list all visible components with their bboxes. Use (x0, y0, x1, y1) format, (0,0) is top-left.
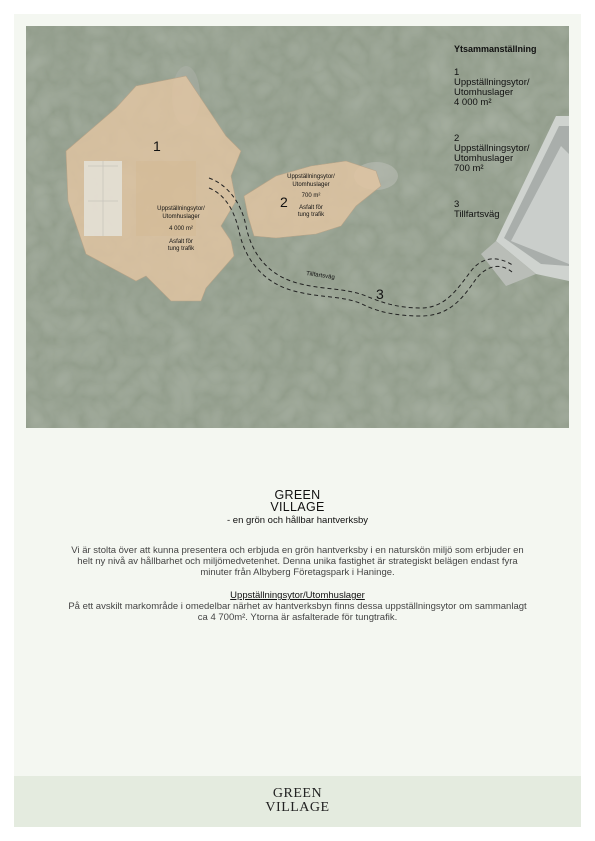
zone-1-label-line: Asfalt för (169, 238, 193, 245)
legend-item (454, 200, 566, 220)
footer-logo-line-1: GREEN (272, 786, 323, 801)
zone-2-label-line: tung trafik (297, 212, 325, 218)
intro-paragraph: Vi är stolta över att kunna presentera och erbjuda en grön hantverksby i en naturskön miljö som erbjuder en helt ny nivå av hållbarhet och miljömedvetenhet. Denna unika fastighet är strategiskt belägen endast fyra minuter från Albyberg Företagspark i Haninge. (71, 545, 524, 578)
legend-item (454, 68, 566, 108)
zone-1-label-line: Utomhuslager (162, 213, 200, 220)
zone-1-label-line: tung trafik (167, 246, 195, 252)
legend-item-area: 700 m² (454, 163, 484, 174)
legend-item-number: 3 (454, 199, 460, 210)
zone-1-label-line: Uppställningsytor/ (157, 206, 205, 212)
legend-item-number: 2 (454, 133, 460, 144)
zone-2-label (271, 174, 351, 220)
road-number: 3 (376, 286, 384, 302)
legend-item-number: 1 (454, 67, 460, 78)
footer-logo (14, 776, 581, 815)
title-line-1: GREEN (274, 488, 321, 502)
zone-1-label (141, 206, 221, 254)
zone-1-number: 1 (153, 138, 161, 154)
title-line-2: VILLAGE (270, 500, 325, 514)
zone-2-area-value: 700 m² (301, 193, 321, 199)
legend-item-area: 4 000 m² (454, 97, 492, 108)
legend-item-line: Uppställningsytor/ (454, 143, 530, 154)
zone-2-label-line: Utomhuslager (292, 181, 330, 188)
zone-2-number: 2 (280, 194, 288, 210)
footer (14, 776, 581, 827)
legend-item-line: Utomhuslager (454, 153, 514, 164)
section-heading: Uppställningsytor/Utomhuslager (230, 590, 365, 601)
legend-item-line: Utomhuslager (454, 87, 514, 98)
legend-title: Ytsammanställning (454, 44, 537, 54)
site-map (26, 26, 569, 428)
zone-1-area-value: 4 000 m² (169, 226, 193, 232)
zone-2-label-line: Uppställningsytor/ (287, 174, 335, 180)
description-block (64, 489, 531, 623)
page (14, 14, 581, 827)
section-paragraph: På ett avskilt markområde i omedelbar närhet av hantverksbyn finns dessa uppställningsytor om sammanlagt ca 4 700m². Ytorna är asfalterade för tungtrafik. (68, 601, 527, 623)
road-label: Tillfartsväg (305, 271, 336, 281)
area-summary-legend (454, 44, 566, 220)
legend-item-line: Uppställningsytor/ (454, 77, 530, 88)
legend-item (454, 134, 566, 174)
subtitle: - en grön och hållbar hantverksby (227, 515, 368, 526)
footer-logo-line-2: VILLAGE (265, 800, 330, 815)
legend-item-line: Tillfartsväg (454, 209, 500, 220)
zone-2-label-line: Asfalt för (299, 204, 323, 211)
